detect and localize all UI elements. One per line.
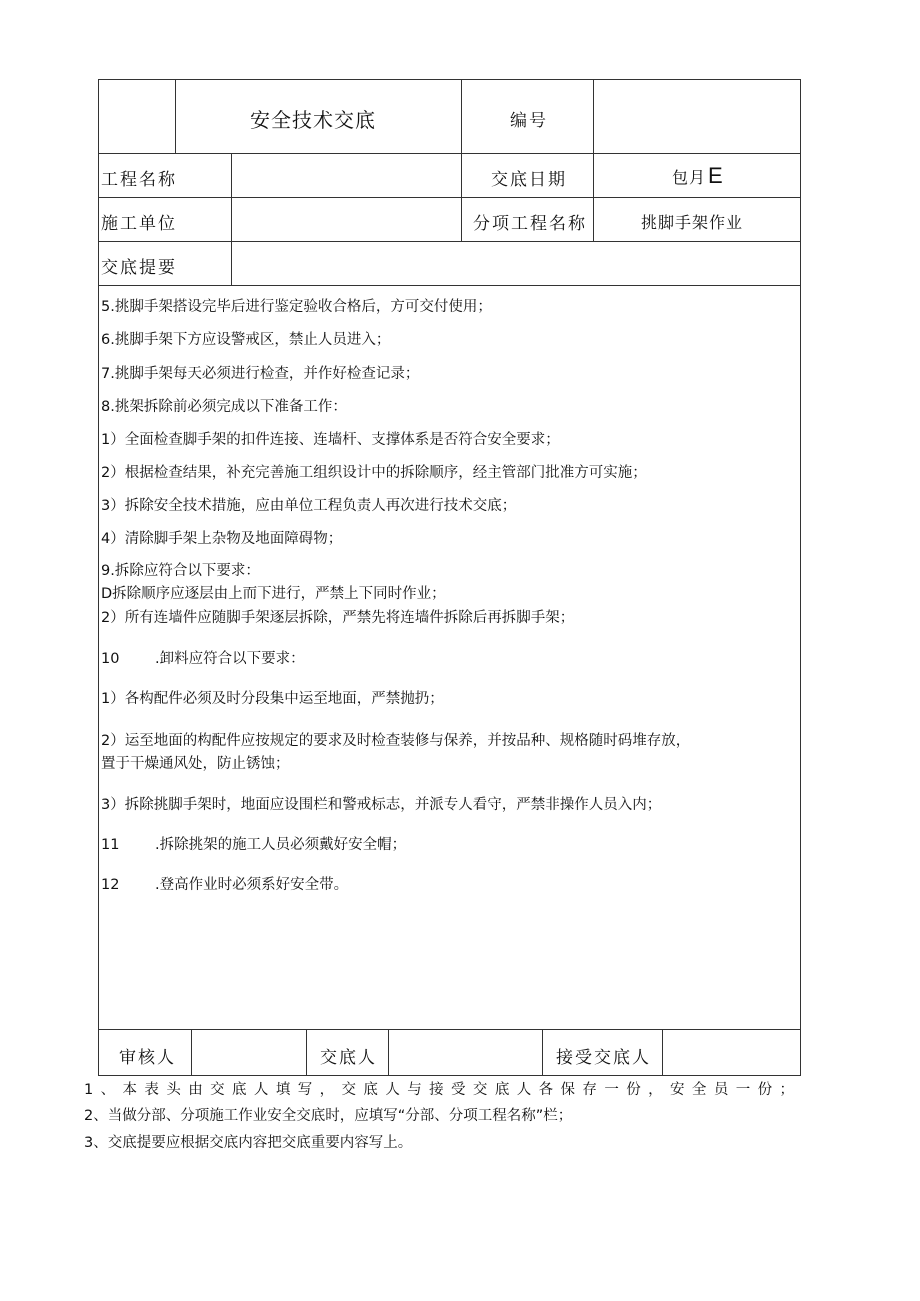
numbered-item <box>101 833 406 854</box>
receiver-label: 接受交底人 <box>556 1048 651 1068</box>
table-border-top <box>98 79 801 80</box>
content-line: 2）根据检查结果，补充完善施工组织设计中的拆除顺序，经主管部门批准方可实施； <box>101 465 647 481</box>
content-line: 2）所有连墙件应随脚手架逐层拆除，严禁先将连墙件拆除后再拆脚手架； <box>101 610 575 626</box>
project-name-field[interactable] <box>236 165 456 191</box>
table-border-left <box>98 79 99 1076</box>
row-divider <box>98 1029 801 1030</box>
reviewer-label: 审核人 <box>119 1048 176 1068</box>
col-divider <box>542 1029 543 1075</box>
col-divider <box>191 1029 192 1075</box>
document-title: 安全技术交底 <box>250 108 376 132</box>
content-line: 5.挑脚手架搭设完毕后进行鉴定验收合格后，方可交付使用； <box>101 299 492 315</box>
table-border-bottom <box>98 1075 801 1076</box>
content-line: D拆除顺序应逐层由上而下进行，严禁上下同时作业； <box>101 586 446 602</box>
item-number: 11 <box>101 837 120 853</box>
content-line: 7.挑脚手架每天必须进行检查，并作好检查记录； <box>101 366 420 382</box>
project-name-label: 工程名称 <box>101 170 177 190</box>
content-line: 6.挑脚手架下方应设警戒区，禁止人员进入； <box>101 332 391 348</box>
content-line: 9.拆除应符合以下要求： <box>101 563 260 579</box>
construction-unit-field[interactable] <box>236 209 456 235</box>
numbered-item <box>101 873 348 894</box>
date-label: 交底日期 <box>491 170 567 190</box>
content-line: 3）拆除安全技术措施，应由单位工程负责人再次进行技术交底； <box>101 498 517 514</box>
col-divider <box>593 79 594 241</box>
sub-project-field[interactable]: 挑脚手架作业 <box>641 213 744 232</box>
content-line: 4）清除脚手架上杂物及地面障碍物； <box>101 531 343 547</box>
item-number: 10 <box>101 651 120 667</box>
footnote: 2、当做分部、分项施工作业安全交底时，应填写“分部、分项工程名称”栏； <box>84 1108 573 1124</box>
number-label: 编号 <box>510 111 548 131</box>
discloser-label: 交底人 <box>320 1048 377 1068</box>
col-divider <box>306 1029 307 1075</box>
col-divider <box>662 1029 663 1075</box>
summary-label: 交底提要 <box>101 258 177 278</box>
content-line: 1）全面检查脚手架的扣件连接、连墙杆、支撑体系是否符合安全要求； <box>101 432 560 448</box>
content-line: 8.挑架拆除前必须完成以下准备工作： <box>101 399 347 415</box>
content-line: 3）拆除挑脚手架时，地面应设围栏和警戒标志，并派专人看守，严禁非操作人员入内； <box>101 797 662 813</box>
row-divider <box>98 153 801 154</box>
content-line: 1）各构配件必须及时分段集中运至地面，严禁抛扔； <box>101 691 444 707</box>
construction-unit-label: 施工单位 <box>101 214 177 234</box>
row-divider <box>98 241 801 242</box>
col-divider <box>388 1029 389 1075</box>
content-line: 2）运至地面的构配件应按规定的要求及时检查装修与保养，并按品种、规格随时码堆存放， <box>101 733 691 749</box>
item-text: .拆除挑架的施工人员必须戴好安全帽； <box>155 837 407 853</box>
item-text: .卸料应符合以下要求： <box>155 651 305 667</box>
item-text: .登高作业时必须系好安全带。 <box>155 877 349 893</box>
date-value-text: 包月 <box>672 168 707 187</box>
summary-field[interactable] <box>236 253 796 279</box>
footnote: 3、交底提要应根据交底内容把交底重要内容写上。 <box>84 1135 413 1151</box>
receiver-field[interactable] <box>667 1040 795 1068</box>
footnote: 1、本表头由交底人填写，交底人与接受交底人各保存一份，安全员一份； <box>84 1082 802 1098</box>
content-line: 置于干燥通风处，防止锈蚀； <box>101 756 290 772</box>
number-field[interactable] <box>598 106 796 136</box>
numbered-item <box>101 647 305 668</box>
col-divider <box>461 197 462 241</box>
date-value-mark: E <box>708 163 723 188</box>
col-divider <box>231 153 232 285</box>
sub-project-label: 分项工程名称 <box>473 214 587 234</box>
row-divider <box>98 285 801 286</box>
discloser-field[interactable] <box>393 1040 537 1068</box>
table-border-right <box>800 79 801 1076</box>
col-divider <box>175 79 176 153</box>
date-field[interactable] <box>672 163 723 189</box>
item-number: 12 <box>101 877 120 893</box>
row-divider <box>98 197 801 198</box>
col-divider <box>461 79 462 197</box>
reviewer-field[interactable] <box>196 1040 301 1068</box>
